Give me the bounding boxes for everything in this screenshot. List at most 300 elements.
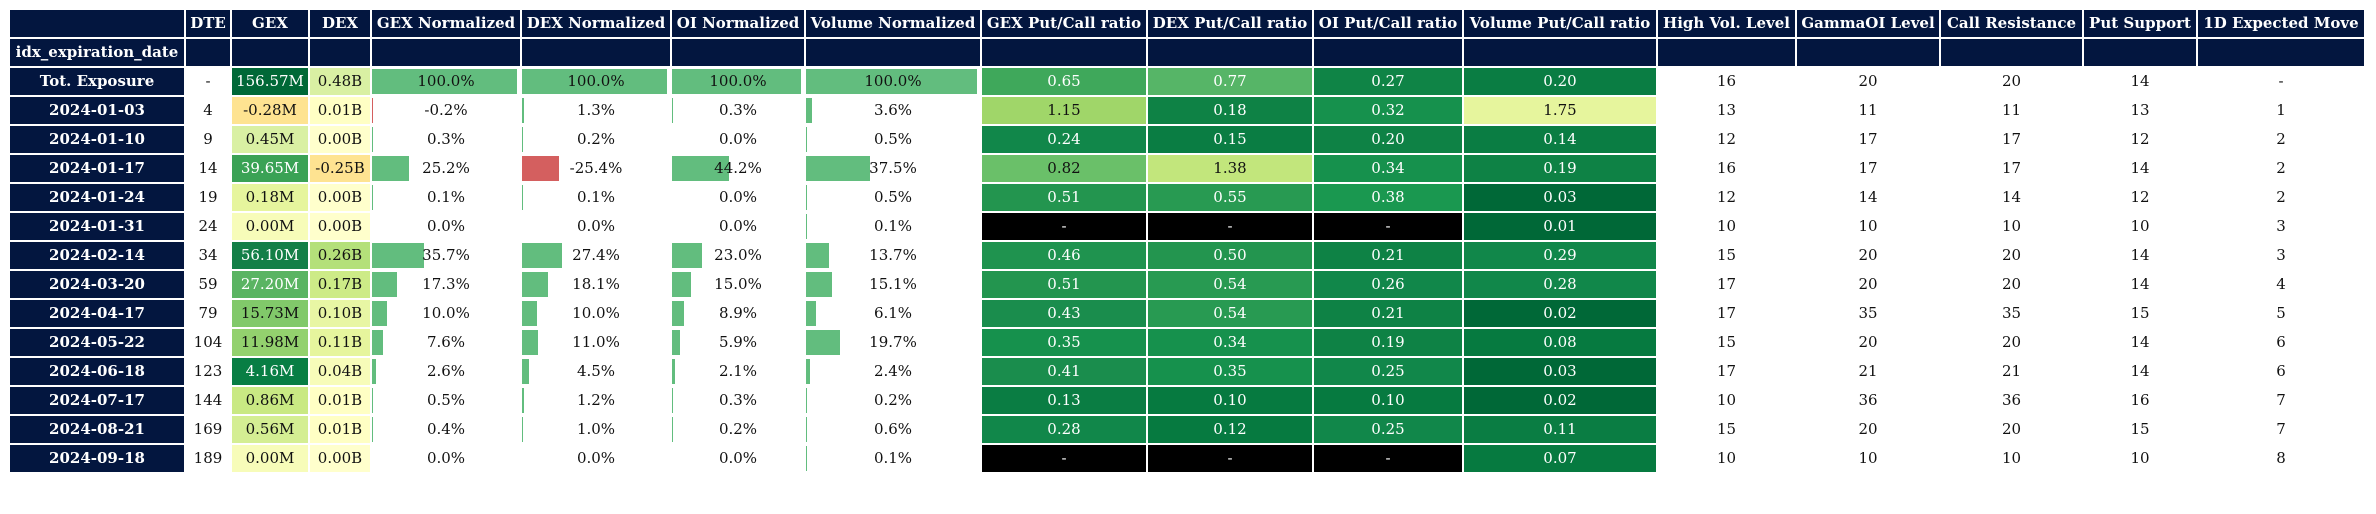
gex-put-call-cell: 0.24 bbox=[981, 125, 1147, 154]
dex-normalized-cell bbox=[521, 183, 671, 212]
dte-cell: 104 bbox=[185, 328, 231, 357]
oi-normalized-cell bbox=[671, 125, 805, 154]
dex-normalized-cell bbox=[521, 415, 671, 444]
row-label: 2024-01-10 bbox=[9, 125, 185, 154]
oi-normalized-cell bbox=[671, 328, 805, 357]
row-label: 2024-01-31 bbox=[9, 212, 185, 241]
gex-put-call-cell: 0.65 bbox=[981, 67, 1147, 96]
normalized-bar bbox=[522, 243, 562, 268]
gammaoi-level-cell: 20 bbox=[1796, 241, 1940, 270]
normalized-value: 1.2% bbox=[576, 391, 616, 409]
table-row bbox=[9, 270, 2365, 299]
col-header-call-resistance[interactable]: Call Resistance bbox=[1940, 9, 2083, 38]
oi-put-call-cell: 0.27 bbox=[1313, 67, 1463, 96]
volume-normalized-cell bbox=[805, 125, 981, 154]
index-spacer bbox=[805, 38, 981, 67]
volume-normalized-cell bbox=[805, 67, 981, 96]
table-row bbox=[9, 183, 2365, 212]
row-label: 2024-04-17 bbox=[9, 299, 185, 328]
gex-cell: 56.10M bbox=[231, 241, 309, 270]
normalized-bar bbox=[522, 301, 537, 326]
high-vol-level-cell: 10 bbox=[1657, 386, 1796, 415]
oi-put-call-cell: 0.32 bbox=[1313, 96, 1463, 125]
oi-put-call-cell: 0.25 bbox=[1313, 415, 1463, 444]
normalized-bar bbox=[522, 98, 524, 123]
row-label: 2024-01-03 bbox=[9, 96, 185, 125]
gammaoi-level-cell: 20 bbox=[1796, 270, 1940, 299]
expected-move-cell: 4 bbox=[2197, 270, 2365, 299]
dex-cell: 0.10B bbox=[309, 299, 371, 328]
col-header-dex-put-call-ratio[interactable]: DEX Put/Call ratio bbox=[1147, 9, 1313, 38]
table-row bbox=[9, 154, 2365, 183]
dex-cell: 0.26B bbox=[309, 241, 371, 270]
index-spacer bbox=[671, 38, 805, 67]
put-support-cell: 16 bbox=[2083, 386, 2197, 415]
normalized-value: 0.2% bbox=[718, 420, 758, 438]
normalized-bar bbox=[672, 330, 680, 355]
table-row bbox=[9, 241, 2365, 270]
gex-put-call-cell: 0.28 bbox=[981, 415, 1147, 444]
volume-put-call-cell: 0.28 bbox=[1463, 270, 1657, 299]
normalized-bar bbox=[672, 243, 702, 268]
normalized-value: 10.0% bbox=[572, 304, 620, 322]
col-header-dex[interactable]: DEX bbox=[309, 9, 371, 38]
dex-cell: 0.01B bbox=[309, 386, 371, 415]
normalized-value: 0.0% bbox=[426, 449, 466, 467]
table-row bbox=[9, 444, 2365, 473]
oi-normalized-cell bbox=[671, 415, 805, 444]
normalized-value: 0.6% bbox=[873, 420, 913, 438]
expected-move-cell: 1 bbox=[2197, 96, 2365, 125]
dex-normalized-cell bbox=[521, 67, 671, 96]
normalized-value: 13.7% bbox=[869, 246, 917, 264]
normalized-value: 0.0% bbox=[718, 449, 758, 467]
dex-cell: 0.00B bbox=[309, 444, 371, 473]
call-resistance-cell: 10 bbox=[1940, 212, 2083, 241]
expected-move-cell: 3 bbox=[2197, 212, 2365, 241]
gex-cell: 39.65M bbox=[231, 154, 309, 183]
normalized-value: 0.0% bbox=[576, 449, 616, 467]
normalized-value: -25.4% bbox=[569, 159, 623, 177]
volume-put-call-cell: 0.03 bbox=[1463, 183, 1657, 212]
normalized-value: 8.9% bbox=[718, 304, 758, 322]
oi-put-call-cell: - bbox=[1313, 444, 1463, 473]
normalized-value: 35.7% bbox=[422, 246, 470, 264]
put-support-cell: 10 bbox=[2083, 444, 2197, 473]
volume-put-call-cell: 0.29 bbox=[1463, 241, 1657, 270]
gex-put-call-cell: 0.43 bbox=[981, 299, 1147, 328]
gammaoi-level-cell: 21 bbox=[1796, 357, 1940, 386]
normalized-value: 4.5% bbox=[576, 362, 616, 380]
put-support-cell: 14 bbox=[2083, 67, 2197, 96]
dte-cell: 4 bbox=[185, 96, 231, 125]
oi-put-call-cell: 0.38 bbox=[1313, 183, 1463, 212]
dex-normalized-cell bbox=[521, 154, 671, 183]
high-vol-level-cell: 17 bbox=[1657, 299, 1796, 328]
normalized-bar bbox=[806, 185, 807, 210]
normalized-bar bbox=[672, 301, 684, 326]
row-label: 2024-07-17 bbox=[9, 386, 185, 415]
col-header-oi-put-call-ratio[interactable]: OI Put/Call ratio bbox=[1313, 9, 1463, 38]
col-header-dte[interactable]: DTE bbox=[185, 9, 231, 38]
row-label: 2024-05-22 bbox=[9, 328, 185, 357]
normalized-bar bbox=[372, 417, 373, 442]
volume-normalized-cell bbox=[805, 212, 981, 241]
dte-cell: 79 bbox=[185, 299, 231, 328]
gex-cell: 0.45M bbox=[231, 125, 309, 154]
dex-cell: 0.00B bbox=[309, 212, 371, 241]
col-header-put-support[interactable]: Put Support bbox=[2083, 9, 2197, 38]
table-row bbox=[9, 386, 2365, 415]
normalized-value: 2.6% bbox=[426, 362, 466, 380]
col-header-gex-normalized[interactable]: GEX Normalized bbox=[371, 9, 521, 38]
dex-cell: 0.01B bbox=[309, 96, 371, 125]
gammaoi-level-cell: 20 bbox=[1796, 67, 1940, 96]
normalized-value: 100.0% bbox=[864, 72, 922, 90]
index-spacer bbox=[1940, 38, 2083, 67]
expected-move-cell: 6 bbox=[2197, 357, 2365, 386]
oi-normalized-cell bbox=[671, 183, 805, 212]
table-row bbox=[9, 212, 2365, 241]
call-resistance-cell: 35 bbox=[1940, 299, 2083, 328]
dte-cell: 34 bbox=[185, 241, 231, 270]
dex-cell: 0.17B bbox=[309, 270, 371, 299]
normalized-value: 0.1% bbox=[873, 217, 913, 235]
dex-put-call-cell: 0.35 bbox=[1147, 357, 1313, 386]
volume-normalized-cell bbox=[805, 299, 981, 328]
normalized-value: 0.4% bbox=[426, 420, 466, 438]
expected-move-cell: 8 bbox=[2197, 444, 2365, 473]
index-spacer bbox=[521, 38, 671, 67]
high-vol-level-cell: 10 bbox=[1657, 444, 1796, 473]
col-header-dex-normalized[interactable]: DEX Normalized bbox=[521, 9, 671, 38]
volume-normalized-cell bbox=[805, 270, 981, 299]
dex-normalized-cell bbox=[521, 96, 671, 125]
gammaoi-level-cell: 14 bbox=[1796, 183, 1940, 212]
col-header-oi-normalized[interactable]: OI Normalized bbox=[671, 9, 805, 38]
normalized-bar bbox=[806, 301, 816, 326]
normalized-value: 0.5% bbox=[873, 188, 913, 206]
row-label: 2024-09-18 bbox=[9, 444, 185, 473]
col-header-volume-normalized[interactable]: Volume Normalized bbox=[805, 9, 981, 38]
call-resistance-cell: 17 bbox=[1940, 125, 2083, 154]
gex-cell: 0.18M bbox=[231, 183, 309, 212]
gex-cell: 0.56M bbox=[231, 415, 309, 444]
normalized-value: 0.2% bbox=[873, 391, 913, 409]
call-resistance-cell: 17 bbox=[1940, 154, 2083, 183]
index-spacer bbox=[371, 38, 521, 67]
volume-put-call-cell: 1.75 bbox=[1463, 96, 1657, 125]
normalized-value: 0.1% bbox=[576, 188, 616, 206]
oi-normalized-cell bbox=[671, 241, 805, 270]
gex-put-call-cell: 0.41 bbox=[981, 357, 1147, 386]
gammaoi-level-cell: 17 bbox=[1796, 154, 1940, 183]
expected-move-cell: - bbox=[2197, 67, 2365, 96]
index-spacer bbox=[1313, 38, 1463, 67]
gammaoi-level-cell: 20 bbox=[1796, 415, 1940, 444]
gex-cell: 0.86M bbox=[231, 386, 309, 415]
normalized-bar bbox=[806, 98, 812, 123]
dex-put-call-cell: - bbox=[1147, 444, 1313, 473]
normalized-value: 19.7% bbox=[869, 333, 917, 351]
oi-normalized-cell bbox=[671, 357, 805, 386]
volume-put-call-cell: 0.02 bbox=[1463, 386, 1657, 415]
gex-cell: 11.98M bbox=[231, 328, 309, 357]
normalized-value: 18.1% bbox=[572, 275, 620, 293]
dte-cell: 123 bbox=[185, 357, 231, 386]
high-vol-level-cell: 17 bbox=[1657, 357, 1796, 386]
volume-put-call-cell: 0.14 bbox=[1463, 125, 1657, 154]
normalized-value: 0.0% bbox=[718, 217, 758, 235]
gammaoi-level-cell: 35 bbox=[1796, 299, 1940, 328]
expected-move-cell: 2 bbox=[2197, 125, 2365, 154]
call-resistance-cell: 20 bbox=[1940, 241, 2083, 270]
oi-put-call-cell: 0.19 bbox=[1313, 328, 1463, 357]
expected-move-cell: 3 bbox=[2197, 241, 2365, 270]
normalized-bar bbox=[522, 388, 524, 413]
dex-put-call-cell: 0.12 bbox=[1147, 415, 1313, 444]
volume-normalized-cell bbox=[805, 444, 981, 473]
volume-normalized-cell bbox=[805, 241, 981, 270]
expected-move-cell: 2 bbox=[2197, 154, 2365, 183]
oi-put-call-cell: 0.34 bbox=[1313, 154, 1463, 183]
normalized-value: 37.5% bbox=[869, 159, 917, 177]
dex-put-call-cell: 1.38 bbox=[1147, 154, 1313, 183]
normalized-bar bbox=[672, 272, 691, 297]
normalized-bar bbox=[522, 330, 538, 355]
normalized-bar bbox=[806, 359, 810, 384]
dex-cell: 0.01B bbox=[309, 415, 371, 444]
normalized-bar bbox=[672, 359, 675, 384]
oi-normalized-cell bbox=[671, 96, 805, 125]
oi-normalized-cell bbox=[671, 212, 805, 241]
normalized-value: 25.2% bbox=[422, 159, 470, 177]
dte-cell: 19 bbox=[185, 183, 231, 212]
expiration-exposure-table bbox=[8, 8, 2366, 474]
col-header-1d-expected-move[interactable]: 1D Expected Move bbox=[2197, 9, 2365, 38]
expected-move-cell: 6 bbox=[2197, 328, 2365, 357]
expected-move-cell: 2 bbox=[2197, 183, 2365, 212]
gex-put-call-cell: 0.13 bbox=[981, 386, 1147, 415]
table-row bbox=[9, 415, 2365, 444]
gammaoi-level-cell: 36 bbox=[1796, 386, 1940, 415]
table-row bbox=[9, 67, 2365, 96]
gex-put-call-cell: 0.46 bbox=[981, 241, 1147, 270]
oi-normalized-cell bbox=[671, 67, 805, 96]
dex-cell: 0.04B bbox=[309, 357, 371, 386]
oi-put-call-cell: 0.21 bbox=[1313, 241, 1463, 270]
high-vol-level-cell: 16 bbox=[1657, 154, 1796, 183]
oi-put-call-cell: 0.20 bbox=[1313, 125, 1463, 154]
normalized-value: 15.1% bbox=[869, 275, 917, 293]
gex-normalized-cell bbox=[371, 212, 521, 241]
call-resistance-cell: 11 bbox=[1940, 96, 2083, 125]
index-name-header: idx_expiration_date bbox=[9, 38, 185, 67]
call-resistance-cell: 10 bbox=[1940, 444, 2083, 473]
table-row bbox=[9, 96, 2365, 125]
call-resistance-cell: 21 bbox=[1940, 357, 2083, 386]
oi-normalized-cell bbox=[671, 270, 805, 299]
call-resistance-cell: 36 bbox=[1940, 386, 2083, 415]
row-label: 2024-02-14 bbox=[9, 241, 185, 270]
row-label: 2024-01-17 bbox=[9, 154, 185, 183]
gex-put-call-cell: 0.51 bbox=[981, 183, 1147, 212]
gex-cell: 156.57M bbox=[231, 67, 309, 96]
normalized-value: 7.6% bbox=[426, 333, 466, 351]
gex-normalized-cell bbox=[371, 415, 521, 444]
normalized-bar bbox=[522, 156, 559, 181]
expected-move-cell: 7 bbox=[2197, 415, 2365, 444]
gex-cell: -0.28M bbox=[231, 96, 309, 125]
normalized-value: 6.1% bbox=[873, 304, 913, 322]
normalized-value: 0.0% bbox=[718, 130, 758, 148]
gex-cell: 27.20M bbox=[231, 270, 309, 299]
normalized-bar bbox=[806, 156, 870, 181]
gex-normalized-cell bbox=[371, 386, 521, 415]
oi-normalized-cell bbox=[671, 299, 805, 328]
dte-cell: 14 bbox=[185, 154, 231, 183]
index-spacer bbox=[309, 38, 371, 67]
index-spacer bbox=[231, 38, 309, 67]
oi-normalized-cell bbox=[671, 444, 805, 473]
call-resistance-cell: 20 bbox=[1940, 415, 2083, 444]
gex-put-call-cell: 0.51 bbox=[981, 270, 1147, 299]
table-row bbox=[9, 299, 2365, 328]
high-vol-level-cell: 15 bbox=[1657, 415, 1796, 444]
put-support-cell: 10 bbox=[2083, 212, 2197, 241]
gex-normalized-cell bbox=[371, 96, 521, 125]
dte-cell: 189 bbox=[185, 444, 231, 473]
volume-put-call-cell: 0.07 bbox=[1463, 444, 1657, 473]
col-header-high-vol-level[interactable]: High Vol. Level bbox=[1657, 9, 1796, 38]
volume-normalized-cell bbox=[805, 183, 981, 212]
dte-cell: - bbox=[185, 67, 231, 96]
dex-normalized-cell bbox=[521, 125, 671, 154]
index-spacer bbox=[2083, 38, 2197, 67]
normalized-value: 1.3% bbox=[576, 101, 616, 119]
dex-cell: 0.00B bbox=[309, 183, 371, 212]
dex-put-call-cell: 0.10 bbox=[1147, 386, 1313, 415]
gammaoi-level-cell: 10 bbox=[1796, 444, 1940, 473]
table-row bbox=[9, 125, 2365, 154]
gex-normalized-cell bbox=[371, 328, 521, 357]
normalized-value: 0.3% bbox=[718, 101, 758, 119]
dex-put-call-cell: 0.54 bbox=[1147, 270, 1313, 299]
normalized-value: 27.4% bbox=[572, 246, 620, 264]
normalized-bar bbox=[372, 359, 376, 384]
dex-put-call-cell: 0.18 bbox=[1147, 96, 1313, 125]
dte-cell: 9 bbox=[185, 125, 231, 154]
expected-move-cell: 7 bbox=[2197, 386, 2365, 415]
dte-cell: 59 bbox=[185, 270, 231, 299]
dex-put-call-cell: 0.34 bbox=[1147, 328, 1313, 357]
gex-put-call-cell: 1.15 bbox=[981, 96, 1147, 125]
oi-put-call-cell: 0.25 bbox=[1313, 357, 1463, 386]
normalized-bar bbox=[806, 243, 829, 268]
col-header-volume-put-call-ratio[interactable]: Volume Put/Call ratio bbox=[1463, 9, 1657, 38]
row-label: 2024-06-18 bbox=[9, 357, 185, 386]
dex-normalized-cell bbox=[521, 212, 671, 241]
index-spacer bbox=[185, 38, 231, 67]
dex-normalized-cell bbox=[521, 328, 671, 357]
high-vol-level-cell: 16 bbox=[1657, 67, 1796, 96]
volume-put-call-cell: 0.08 bbox=[1463, 328, 1657, 357]
normalized-value: 0.0% bbox=[426, 217, 466, 235]
normalized-value: -0.2% bbox=[424, 101, 468, 119]
index-spacer bbox=[1463, 38, 1657, 67]
table-body bbox=[9, 67, 2365, 473]
high-vol-level-cell: 17 bbox=[1657, 270, 1796, 299]
normalized-value: 17.3% bbox=[422, 275, 470, 293]
volume-normalized-cell bbox=[805, 415, 981, 444]
normalized-value: 100.0% bbox=[417, 72, 475, 90]
high-vol-level-cell: 15 bbox=[1657, 328, 1796, 357]
header-row bbox=[9, 9, 2365, 38]
index-spacer bbox=[1796, 38, 1940, 67]
normalized-bar bbox=[522, 417, 523, 442]
dex-normalized-cell bbox=[521, 270, 671, 299]
gammaoi-level-cell: 17 bbox=[1796, 125, 1940, 154]
index-spacer bbox=[981, 38, 1147, 67]
volume-normalized-cell bbox=[805, 96, 981, 125]
gex-normalized-cell bbox=[371, 299, 521, 328]
high-vol-level-cell: 15 bbox=[1657, 241, 1796, 270]
volume-put-call-cell: 0.03 bbox=[1463, 357, 1657, 386]
volume-normalized-cell bbox=[805, 154, 981, 183]
col-header-gex-put-call-ratio[interactable]: GEX Put/Call ratio bbox=[981, 9, 1147, 38]
normalized-bar bbox=[522, 359, 529, 384]
volume-normalized-cell bbox=[805, 386, 981, 415]
normalized-value: 0.3% bbox=[426, 130, 466, 148]
dte-cell: 24 bbox=[185, 212, 231, 241]
volume-put-call-cell: 0.19 bbox=[1463, 154, 1657, 183]
oi-put-call-cell: 0.26 bbox=[1313, 270, 1463, 299]
dte-cell: 144 bbox=[185, 386, 231, 415]
put-support-cell: 14 bbox=[2083, 154, 2197, 183]
dex-put-call-cell: 0.54 bbox=[1147, 299, 1313, 328]
oi-put-call-cell: 0.21 bbox=[1313, 299, 1463, 328]
normalized-bar bbox=[372, 330, 383, 355]
normalized-bar bbox=[372, 156, 409, 181]
dex-put-call-cell: 0.50 bbox=[1147, 241, 1313, 270]
normalized-bar bbox=[806, 330, 840, 355]
col-header-gex[interactable]: GEX bbox=[231, 9, 309, 38]
oi-put-call-cell: - bbox=[1313, 212, 1463, 241]
normalized-value: 0.2% bbox=[576, 130, 616, 148]
call-resistance-cell: 20 bbox=[1940, 67, 2083, 96]
normalized-bar bbox=[806, 272, 832, 297]
high-vol-level-cell: 10 bbox=[1657, 212, 1796, 241]
oi-normalized-cell bbox=[671, 154, 805, 183]
gex-put-call-cell: 0.35 bbox=[981, 328, 1147, 357]
dex-normalized-cell bbox=[521, 357, 671, 386]
expected-move-cell: 5 bbox=[2197, 299, 2365, 328]
gammaoi-level-cell: 11 bbox=[1796, 96, 1940, 125]
normalized-bar bbox=[806, 417, 807, 442]
put-support-cell: 13 bbox=[2083, 96, 2197, 125]
normalized-value: 0.3% bbox=[718, 391, 758, 409]
normalized-value: 100.0% bbox=[709, 72, 767, 90]
row-label: 2024-03-20 bbox=[9, 270, 185, 299]
gex-normalized-cell bbox=[371, 67, 521, 96]
normalized-value: 44.2% bbox=[714, 159, 762, 177]
index-spacer bbox=[2197, 38, 2365, 67]
index-name-row bbox=[9, 38, 2365, 67]
row-label: Tot. Exposure bbox=[9, 67, 185, 96]
normalized-value: 0.0% bbox=[576, 217, 616, 235]
dex-put-call-cell: - bbox=[1147, 212, 1313, 241]
col-header-gammaoi-level[interactable]: GammaOI Level bbox=[1796, 9, 1940, 38]
